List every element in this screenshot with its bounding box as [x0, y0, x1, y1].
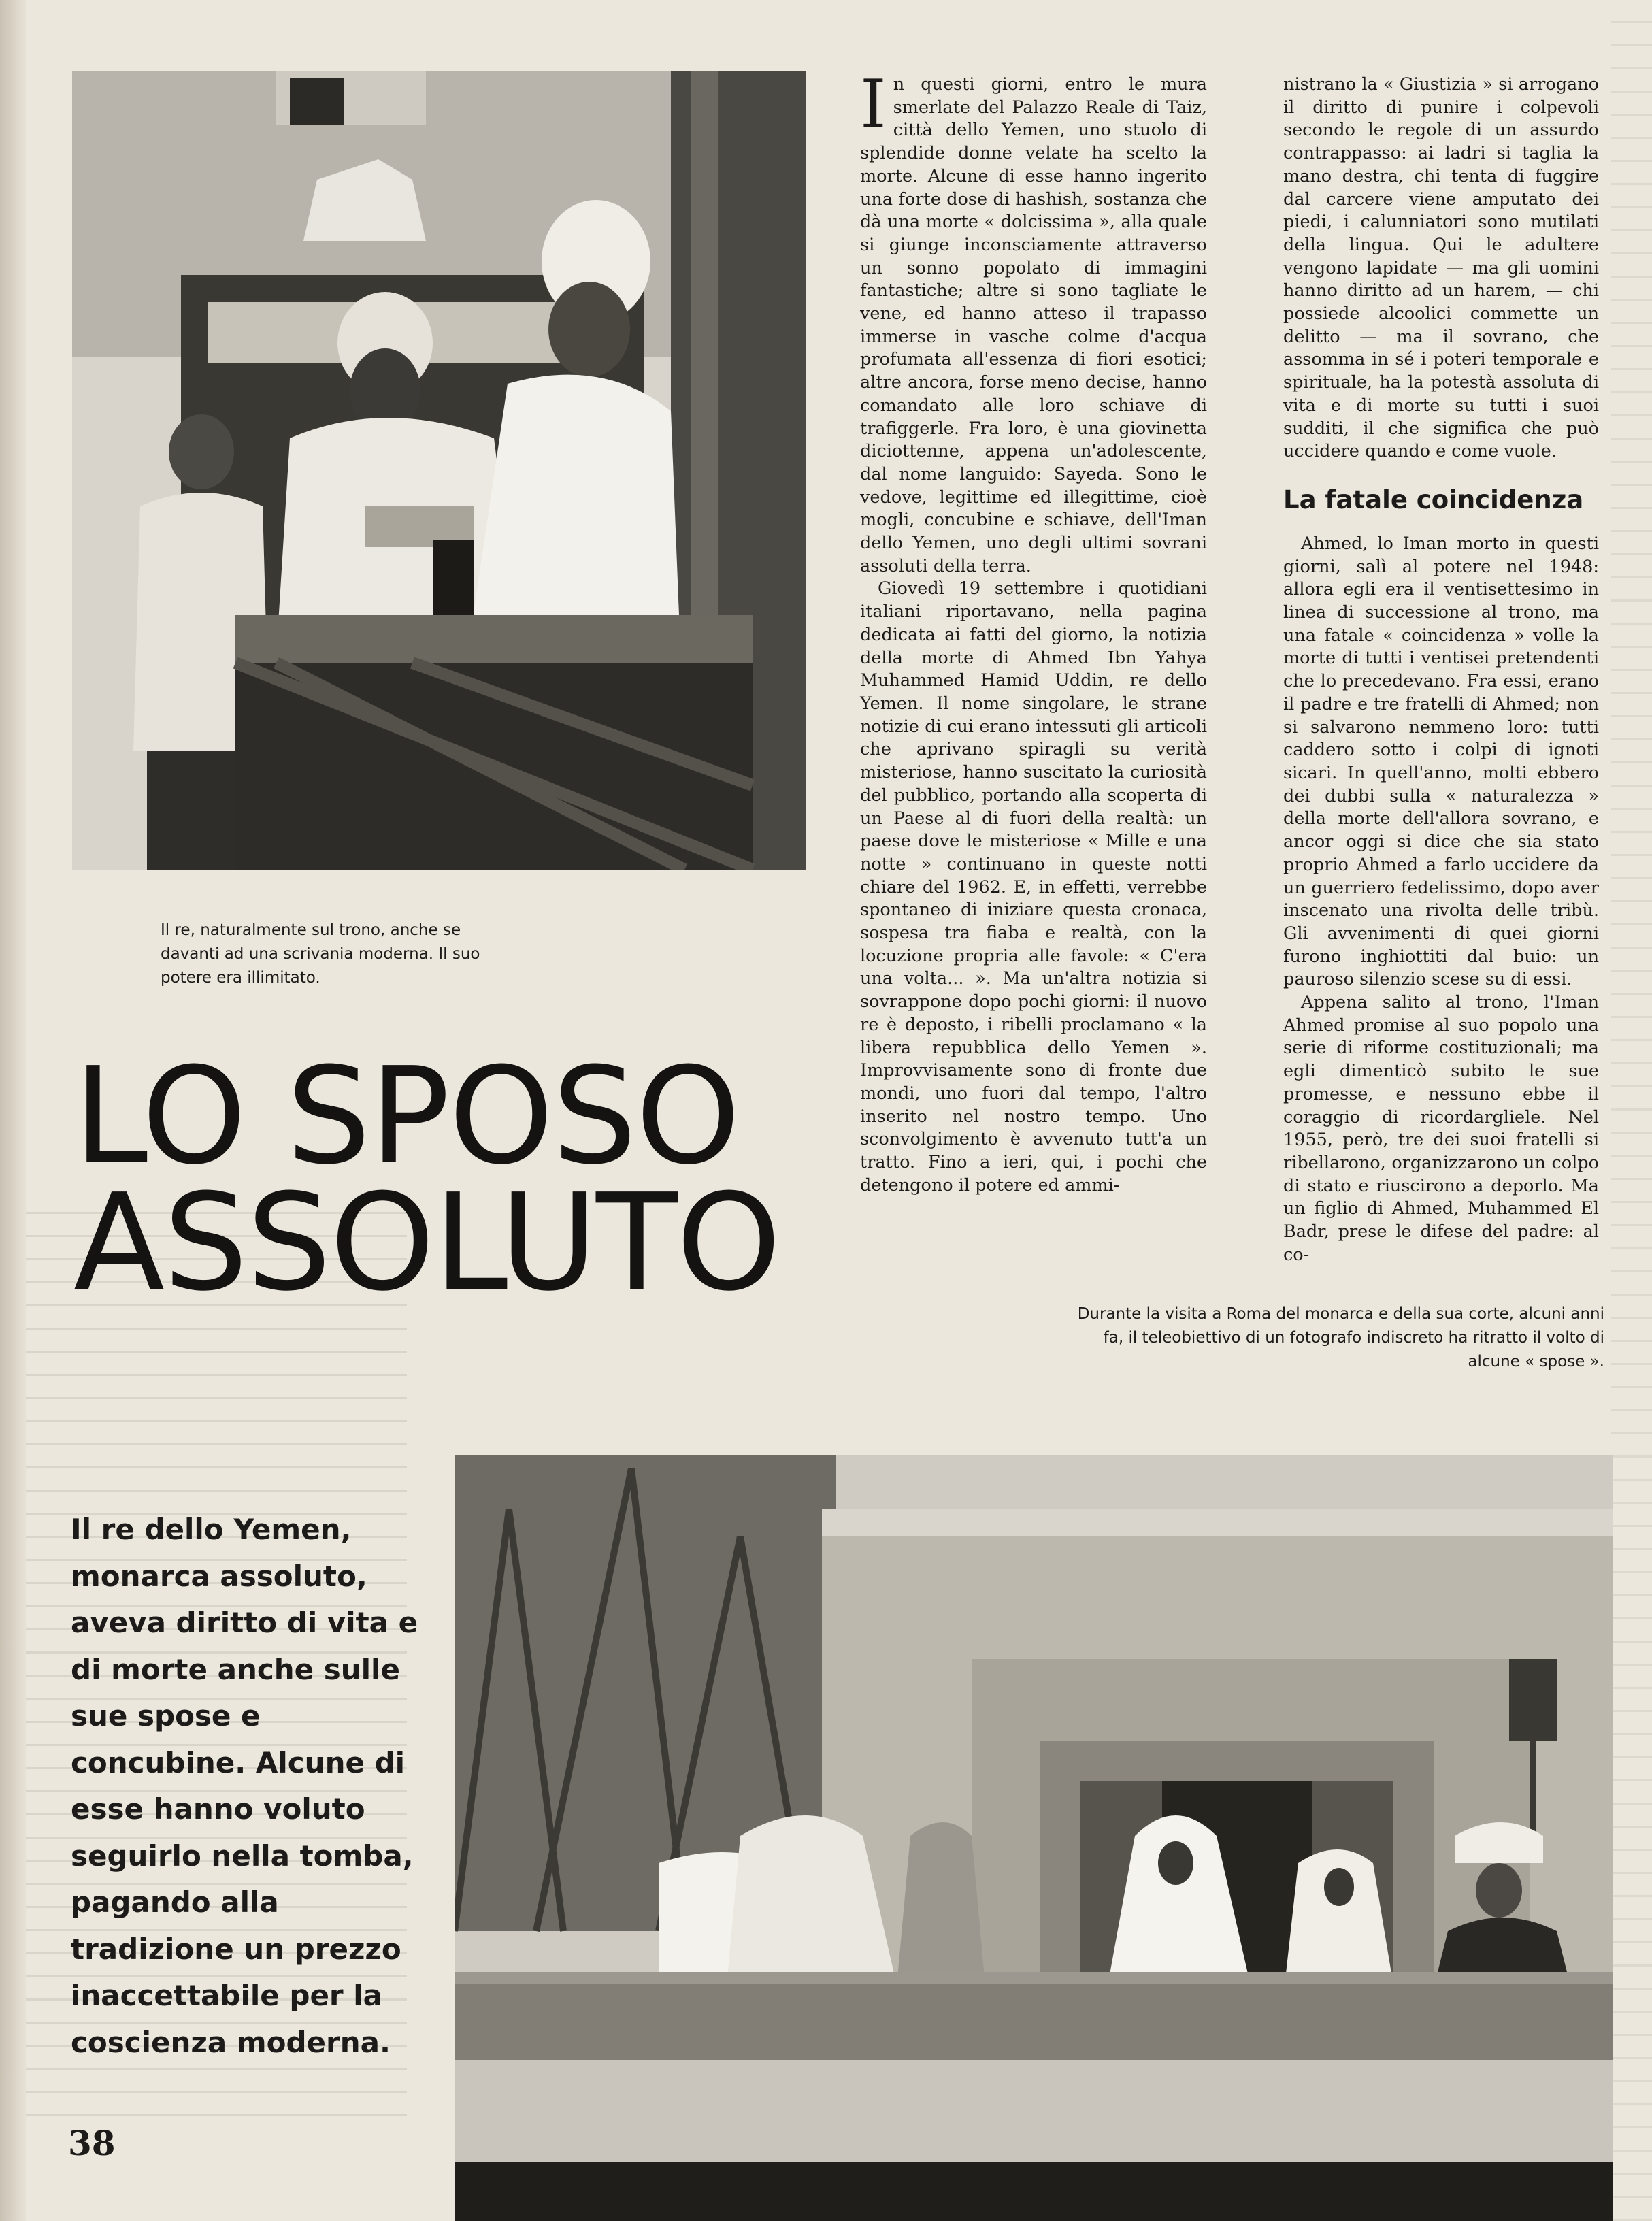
caption-balcony-photo: Durante la visita a Roma del monarca e della sua corte, alcuni anni fa, il teleobiettivo di un fotografo indiscreto ha ritratto il volto di alcune « spose ». [1077, 1305, 1604, 1370]
page-number: 38 [68, 2123, 116, 2163]
article-paragraph-2: Giovedì 19 settembre i quotidiani italiani riportavano, nella pagina dedicata ai fatti del giorno, la notizia della morte di Ahmed Ibn Yahya Muhammed Hamid Uddin, re dello Yemen. Il nome singolare, le strane notizie di cui erano intessuti gli articoli che aprivano spiragli su verità misteriose, hanno suscitato la curiosità del pubblico, portando alla scoperta di un Paese al di fuori della realtà: un paese dove le misteriose « Mille e una notte » continuano in queste notti chiare del 1962. E, in effetti, verrebbe spontaneo di iniziare questa cronaca, sospesa tra fiaba e realtà, con la locuzione propria alle favole: « C'era una volta... ». Ma un'altra notizia si sovrappone dopo pochi giorni: il nuovo re è deposto, i ribelli proclamano « la libera repubblica dello Yemen ». Improvvisamente sono di fronte due mondi, uno fuori dal tempo, l'altro inserito nel nostro tempo. Uno sconvolgimento è avvenuto tutt'a un tratto. Fino a ieri, qui, i pochi che detengono il potere ed ammi- [860, 578, 1207, 1196]
headline-line-2: ASSOLUTO [73, 1166, 780, 1321]
article-paragraph-3: nistrano la « Giustizia » si arrogano il diritto di punire i colpevoli secondo le regole di un assurdo contrappasso: ai ladri si taglia la mano destra, chi tenta di fuggire dal carcere viene amputato dei piedi, i calunniatori sono mutilati della lingua. Qui le adultere vengono lapidate — ma gli uomini hanno diritto ad un harem, — chi possiede alcoolici commette un delitto — ma il sovrano, che assomma in sé i poteri temporale e spirituale, ha la potestà assoluta di vita e di morte su tutti i suoi sudditi, il che significa che può uccidere quando e come vuole. [1283, 74, 1599, 462]
article-paragraph-1 [860, 66, 1207, 578]
drop-cap: I [860, 66, 887, 144]
headline [73, 1039, 822, 1321]
lead-paragraph: Il re dello Yemen, monarca assoluto, aveva diritto di vita e di morte anche sulle sue spose e concubine. Alcune di esse hanno voluto seguirlo nella tomba, pagando alla tradizione un prezzo inaccettabile per la coscienza moderna. [71, 1513, 418, 2059]
photo-king-on-throne [72, 71, 806, 870]
article-column-2 [1283, 73, 1599, 1266]
article-paragraph-1-text: n questi giorni, entro le mura smerlate del Palazzo Reale di Taiz, città dello Yemen, uno stuolo di splendide donne velate ha scelto la morte. Alcune di esse hanno ingerito una forte dose di hashish, sostanza che dà una morte « dolcissima », alla quale si giunge inconsciamente attraverso un sonno popolato di immagini fantastiche; altre si sono tagliate le vene, ed hanno atteso il trapasso immerse in vasche colme d'acqua profumata all'essenza di fiori esotici; altre ancora, forse meno decise, hanno comandato alle loro schiave di trafiggerle. Fra loro, è una giovinetta diciottenne, appena un'adolescente, dal nome languido: Sayeda. Sono le vedove, legittime ed illegittime, cioè mogli, concubine e schiave, dell'Iman dello Yemen, uno degli ultimi sovrani assoluti della terra. [860, 74, 1207, 576]
headline-line-1: LO SPOSO [73, 1039, 740, 1194]
page-edge [0, 0, 26, 2221]
article-subhead: La fatale coincidenza [1283, 484, 1584, 514]
caption-throne-photo: Il re, naturalmente sul trono, anche se davanti ad una scrivania moderna. Il suo potere era illimitato. [161, 921, 480, 987]
article-paragraph-5: Appena salito al trono, l'Iman Ahmed promise al suo popolo una serie di riforme costituzionali; ma egli dimenticò subito le sue promesse, e nessuno ebbe il coraggio di ricordargliele. Nel 1955, però, tre dei suoi fratelli si ribellarono, organizzarono un colpo di stato e riuscirono a deporlo. Ma un figlio di Ahmed, Muhammed El Badr, prese le difese del padre: al co- [1283, 992, 1599, 1265]
photo-veiled-women-balcony [455, 1455, 1613, 2221]
article-column-1 [860, 66, 1207, 1197]
article-paragraph-4: Ahmed, lo Iman morto in questi giorni, salì al potere nel 1948: allora egli era il ventisettesimo in linea di successione al trono, ma una fatale « coincidenza » volle la morte di tutti i ventisei pretendenti che lo precedevano. Fra essi, erano il padre e tre fratelli di Ahmed; non si salvarono nemmeno loro: tutti caddero sotto i colpi di ignoti sicari. In quell'anno, molti ebbero dei dubbi sulla « naturalezza » della morte dell'allora sovrano, e ancor oggi si dice che sia stato proprio Ahmed a farlo uccidere da un guerriero fedelissimo, dopo aver inscenato una rivolta delle tribù. Gli avvenimenti di quei giorni furono inghiottiti dal buio: un pauroso silenzio scese su di essi. [1283, 533, 1599, 990]
show-through-texture-right [1611, 0, 1652, 2221]
